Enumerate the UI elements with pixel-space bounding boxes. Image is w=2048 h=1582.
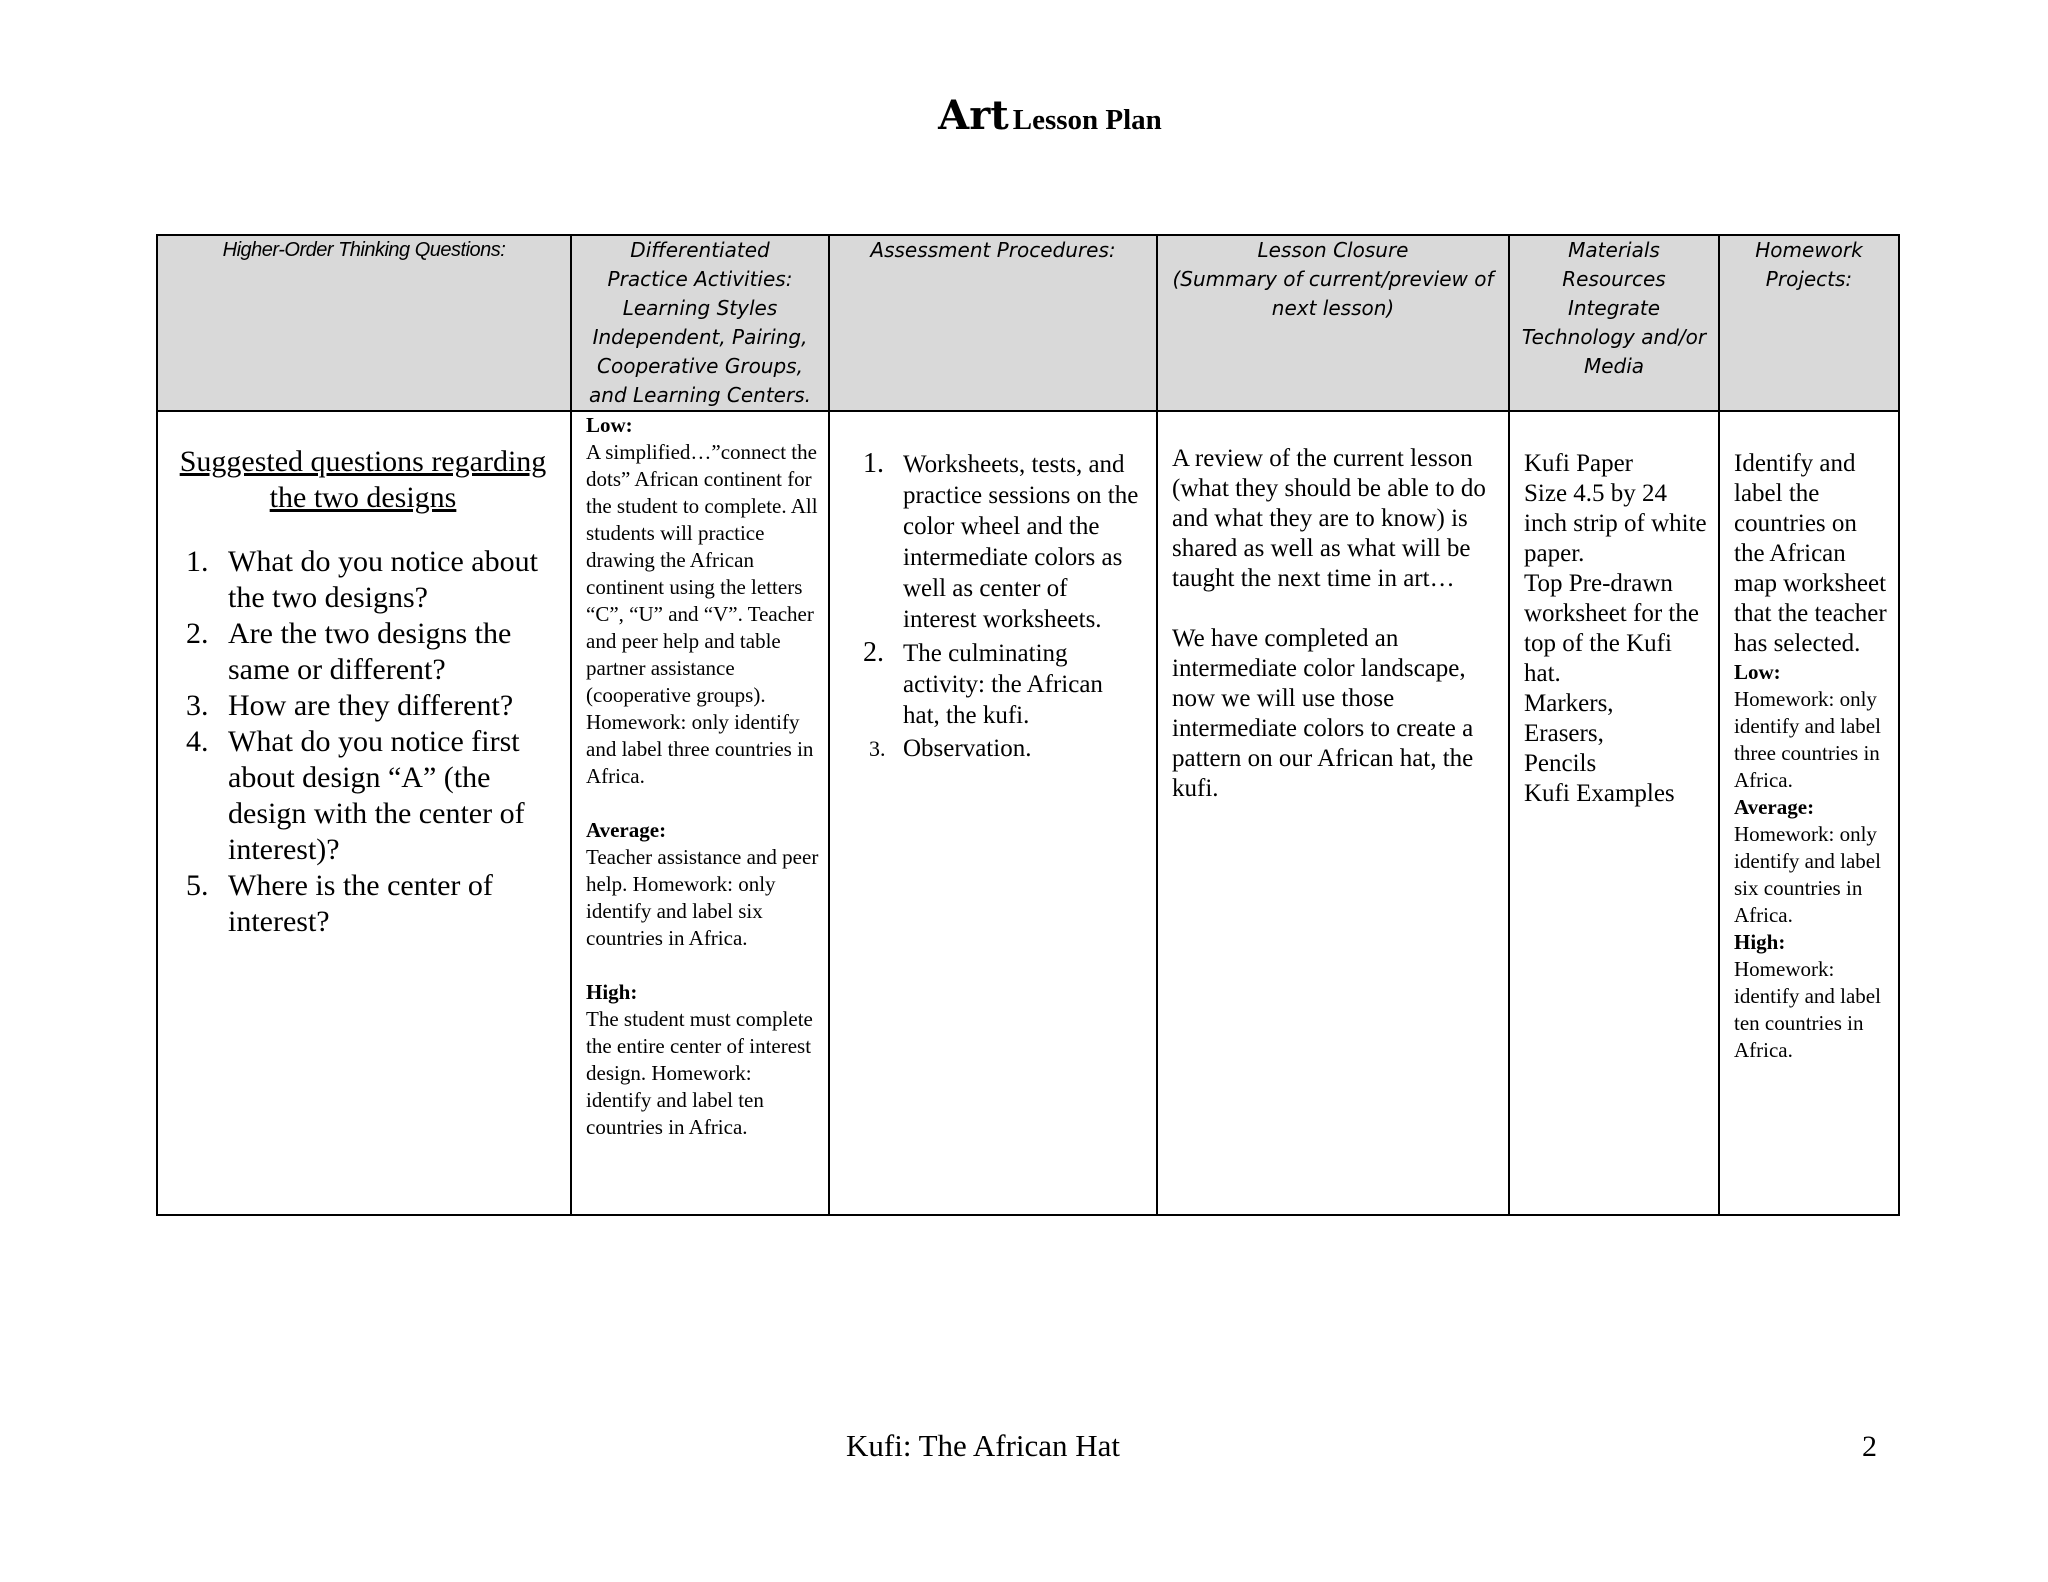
cell-homework (1719, 411, 1899, 1215)
homework-text-low: Homework: only identify and label three countries in Africa. (1734, 687, 1881, 792)
level-label-average: Average: (586, 818, 667, 842)
header-line: Lesson Closure (1257, 238, 1409, 262)
material-item: Pencils (1524, 750, 1597, 777)
level-text-low: A simplified…”connect the dots” African continent for the student to complete. All students will practice drawing the African continent using the letters “C”, “U” and “V”. Teacher and peer help and table partner assistance (cooperative groups). Homework: only identify and label three countries in Africa. (586, 440, 818, 788)
questions-list (158, 544, 570, 940)
content-row (157, 411, 1899, 1215)
header-line: Independent, Pairing, (592, 325, 808, 349)
header-line: Media (1583, 354, 1645, 378)
cell-lesson-closure (1157, 411, 1509, 1215)
header-line: Resources (1562, 267, 1666, 291)
header-lesson-closure (1157, 235, 1509, 411)
cell-assessment (829, 411, 1157, 1215)
questions-heading: Suggested questions regarding the two designs (179, 445, 547, 514)
header-assessment: Assessment Procedures: (829, 235, 1157, 411)
material-item: Top Pre-drawn worksheet for the top of the Kufi hat. (1524, 570, 1699, 687)
assessment-list (830, 448, 1156, 764)
homework-intro: Identify and label the countries on the African map worksheet that the teacher has selected. (1734, 450, 1887, 657)
material-item: Kufi Examples (1524, 780, 1675, 807)
material-item: Size 4.5 by 24 inch strip of white paper. (1524, 480, 1707, 567)
question-item: 2. Are the two designs the same or different? (216, 616, 560, 688)
header-row (157, 235, 1899, 411)
header-line: Practice Activities: (607, 267, 793, 291)
header-line: and Learning Centers. (589, 383, 811, 407)
header-line: Materials (1568, 238, 1660, 262)
header-line: Cooperative Groups, (597, 354, 803, 378)
homework-text-average: Homework: only identify and label six countries in Africa. (1734, 822, 1881, 927)
homework-text-high: Homework: identify and label ten countries in Africa. (1734, 957, 1881, 1062)
level-label-low: Low: (586, 413, 633, 437)
header-homework (1719, 235, 1899, 411)
question-item: 3. How are they different? (216, 688, 560, 724)
level-text-high: The student must complete the entire center of interest design. Homework: identify and label ten countries in Africa. (586, 1007, 813, 1139)
level-text-average: Teacher assistance and peer help. Homework: only identify and label six countries in Africa. (586, 845, 819, 950)
question-item: 5. Where is the center of interest? (216, 868, 560, 940)
question-item: 1. What do you notice about the two designs? (216, 544, 560, 616)
assessment-item: 2. The culminating activity: the African hat, the kufi. (891, 637, 1144, 731)
title-art: Art (938, 92, 1009, 139)
header-line: Integrate (1567, 296, 1661, 320)
lesson-plan-table (156, 234, 1900, 1216)
cell-materials (1509, 411, 1719, 1215)
page-title (0, 92, 2048, 139)
assessment-item: 3. Observation. (891, 733, 1144, 764)
header-line: Learning Styles (622, 296, 778, 320)
title-lesson-plan: Lesson Plan (1012, 104, 1162, 136)
closure-review: A review of the current lesson (what they should be able to do and what they are to know) is shared as well as what will be taught the next time in art… (1172, 445, 1486, 592)
homework-label-high: High: (1734, 930, 1786, 954)
header-line: Homework (1755, 238, 1863, 262)
cell-thinking-questions (157, 411, 571, 1215)
header-line: Projects: (1765, 267, 1853, 291)
homework-label-low: Low: (1734, 660, 1781, 684)
homework-label-average: Average: (1734, 795, 1815, 819)
cell-differentiated-practice (571, 411, 829, 1215)
question-item: 4. What do you notice first about design “A” (the design with the center of interest)? (216, 724, 560, 868)
header-line: Technology and/or (1521, 325, 1707, 349)
material-item: Kufi Paper (1524, 450, 1633, 477)
closure-preview: We have completed an intermediate color landscape, now we will use those intermediate colors to create a pattern on our African hat, the kufi. (1172, 625, 1474, 802)
assessment-item: 1. Worksheets, tests, and practice sessions on the color wheel and the intermediate colors as well as center of interest worksheets. (891, 448, 1144, 635)
header-line: next lesson) (1271, 296, 1395, 320)
level-label-high: High: (586, 980, 638, 1004)
footer-title: Kufi: The African Hat (846, 1428, 1121, 1463)
header-line: Differentiated (630, 238, 770, 262)
material-item: Markers, (1524, 690, 1614, 717)
header-line: (Summary of current/preview of (1172, 267, 1494, 291)
header-thinking-questions: Higher-Order Thinking Questions: (157, 235, 571, 411)
header-differentiated-practice (571, 235, 829, 411)
page-number: 2 (1862, 1430, 1877, 1463)
header-materials (1509, 235, 1719, 411)
material-item: Erasers, (1524, 720, 1604, 747)
